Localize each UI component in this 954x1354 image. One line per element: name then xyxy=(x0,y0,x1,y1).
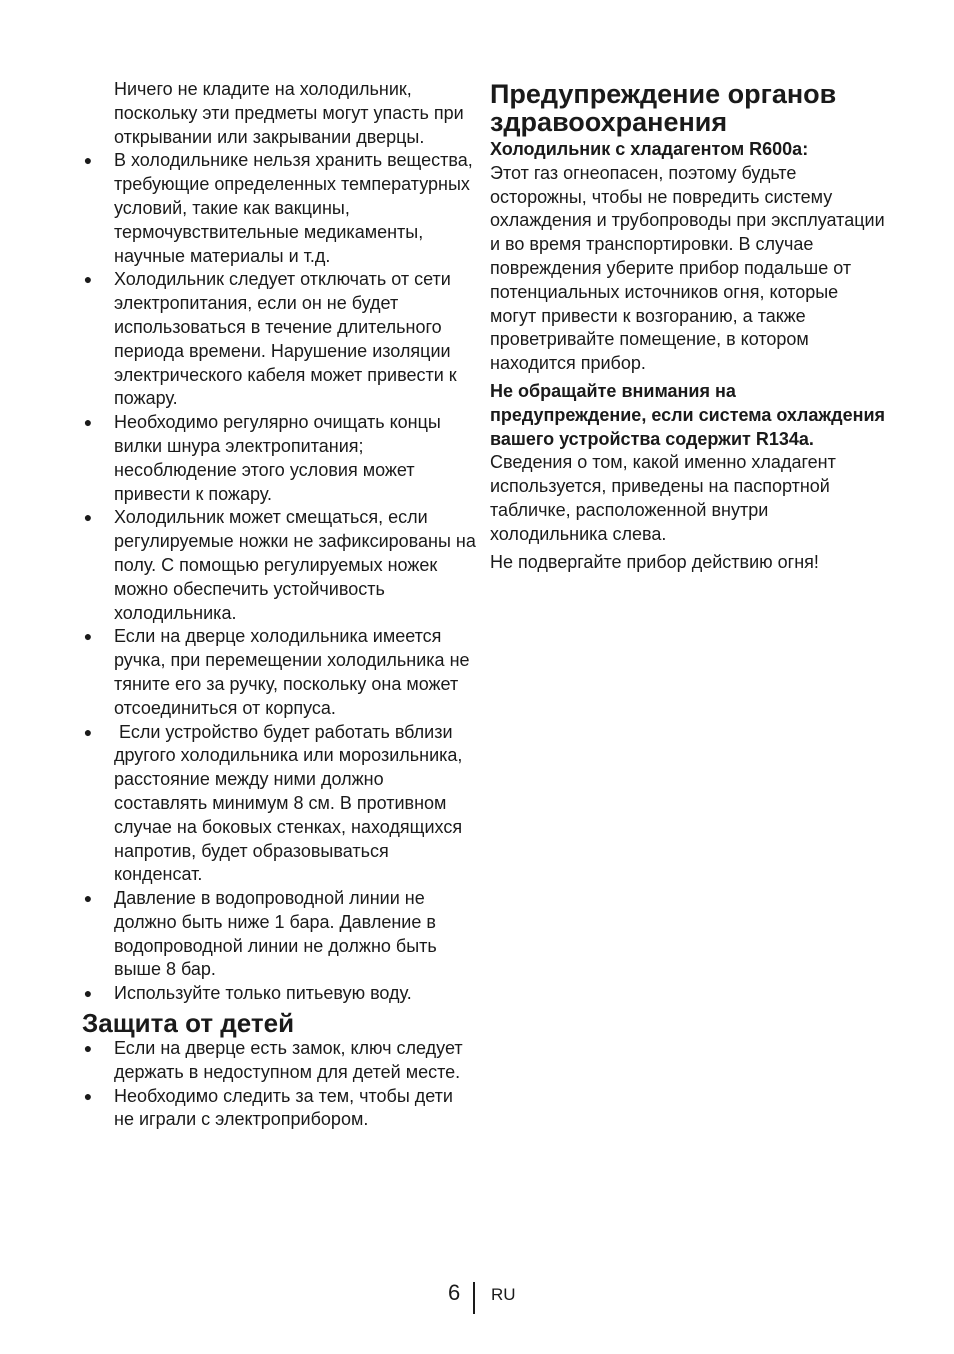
bullet-icon: ● xyxy=(83,890,93,907)
bullet-icon: ● xyxy=(83,985,93,1002)
fire-warning-paragraph: Не подвергайте прибор действию огня! xyxy=(490,551,819,572)
list-item: ● Если на дверце есть замок, ключ следует держать в недоступном для детей месте. xyxy=(83,1038,463,1082)
page-footer xyxy=(0,1280,954,1316)
list-item: ● Необходимо регулярно очищать концы вилки шнура электропитания; несоблюдение этого условия может привести к пожару. xyxy=(83,412,441,504)
bullet-icon: ● xyxy=(83,1087,93,1104)
safety-bullet-list xyxy=(82,149,477,1006)
r134a-subtitle: Не обращайте внимания на предупреждение, если система охлаждения вашего устройства содержит R134a. xyxy=(490,380,886,449)
bullet-icon: ● xyxy=(83,509,93,526)
bullet-icon: ● xyxy=(83,414,93,431)
bullet-icon: ● xyxy=(83,723,93,740)
rating-label-paragraph: Сведения о том, какой именно хладагент используется, приведены на паспортной табличке, расположенной внутри холодильника слева. xyxy=(490,452,836,544)
list-item: ● В холодильнике нельзя хранить вещества, требующие определенных температурных условий, такие как вакцины, термочувствительные медикаменты, научные материалы и т.д. xyxy=(83,150,473,266)
right-column xyxy=(490,78,885,574)
list-item: ● Если устройство будет работать вблизи другого холодильника или морозильника, расстояние между ними должно составлять минимум 8 см. В противном случае на боковых стенках, находящихся напротив, будет образовываться конденсат. xyxy=(83,721,468,885)
bullet-icon: ● xyxy=(83,1040,93,1057)
bullet-icon: ● xyxy=(83,152,93,169)
footer-divider xyxy=(473,1282,475,1314)
page-number: 6 xyxy=(448,1280,461,1305)
list-item: ● Холодильник следует отключать от сети электропитания, если он не будет использоваться в течение длительного периода времени. Нарушение изоляции электрического кабеля может привести к пожару. xyxy=(83,269,457,409)
r600a-paragraph: Этот газ огнеопасен, поэтому будьте осторожны, чтобы не повредить систему охлаждения и трубопроводы при эксплуатации и во время транспортировки. В случае повреждения уберите прибор подальше от потенциальных источников огня, которые могут привести к возгоранию, а также проветривайте помещение, в котором находится прибор. xyxy=(490,162,885,374)
child-bullet-list xyxy=(82,1037,477,1132)
child-protection-heading: Защита от детей xyxy=(82,1008,295,1039)
language-code: RU xyxy=(491,1285,516,1304)
r600a-subtitle: Холодильник с хладагентом R600a: xyxy=(490,139,809,159)
list-item: ● Используйте только питьевую воду. xyxy=(82,982,477,1006)
intro-paragraph: Ничего не кладите на холодильник, поскольку эти предметы могут упасть при открывании или закрывании дверцы. xyxy=(114,79,464,147)
bullet-icon: ● xyxy=(83,271,93,288)
list-item: ● Давление в водопроводной линии не должно быть ниже 1 бара. Давление в водопроводной линии не должно быть выше 8 бар. xyxy=(83,888,437,980)
list-item: ● Необходимо следить за тем, чтобы дети не играли с электроприбором. xyxy=(83,1085,453,1130)
bullet-icon: ● xyxy=(83,628,93,645)
list-item: ● Холодильник может смещаться, если регулируемые ножки не зафиксированы на полу. С помощью регулируемых ножек можно обеспечить устойчивость холодильника. xyxy=(83,507,476,623)
left-column xyxy=(82,78,477,1132)
health-warning-heading: Предупреждение органов здравоохранения xyxy=(490,79,837,137)
list-item: ● Если на дверце холодильника имеется ручка, при перемещении холодильника не тяните его за ручку, поскольку она может отсоединиться от корпуса. xyxy=(83,626,470,718)
